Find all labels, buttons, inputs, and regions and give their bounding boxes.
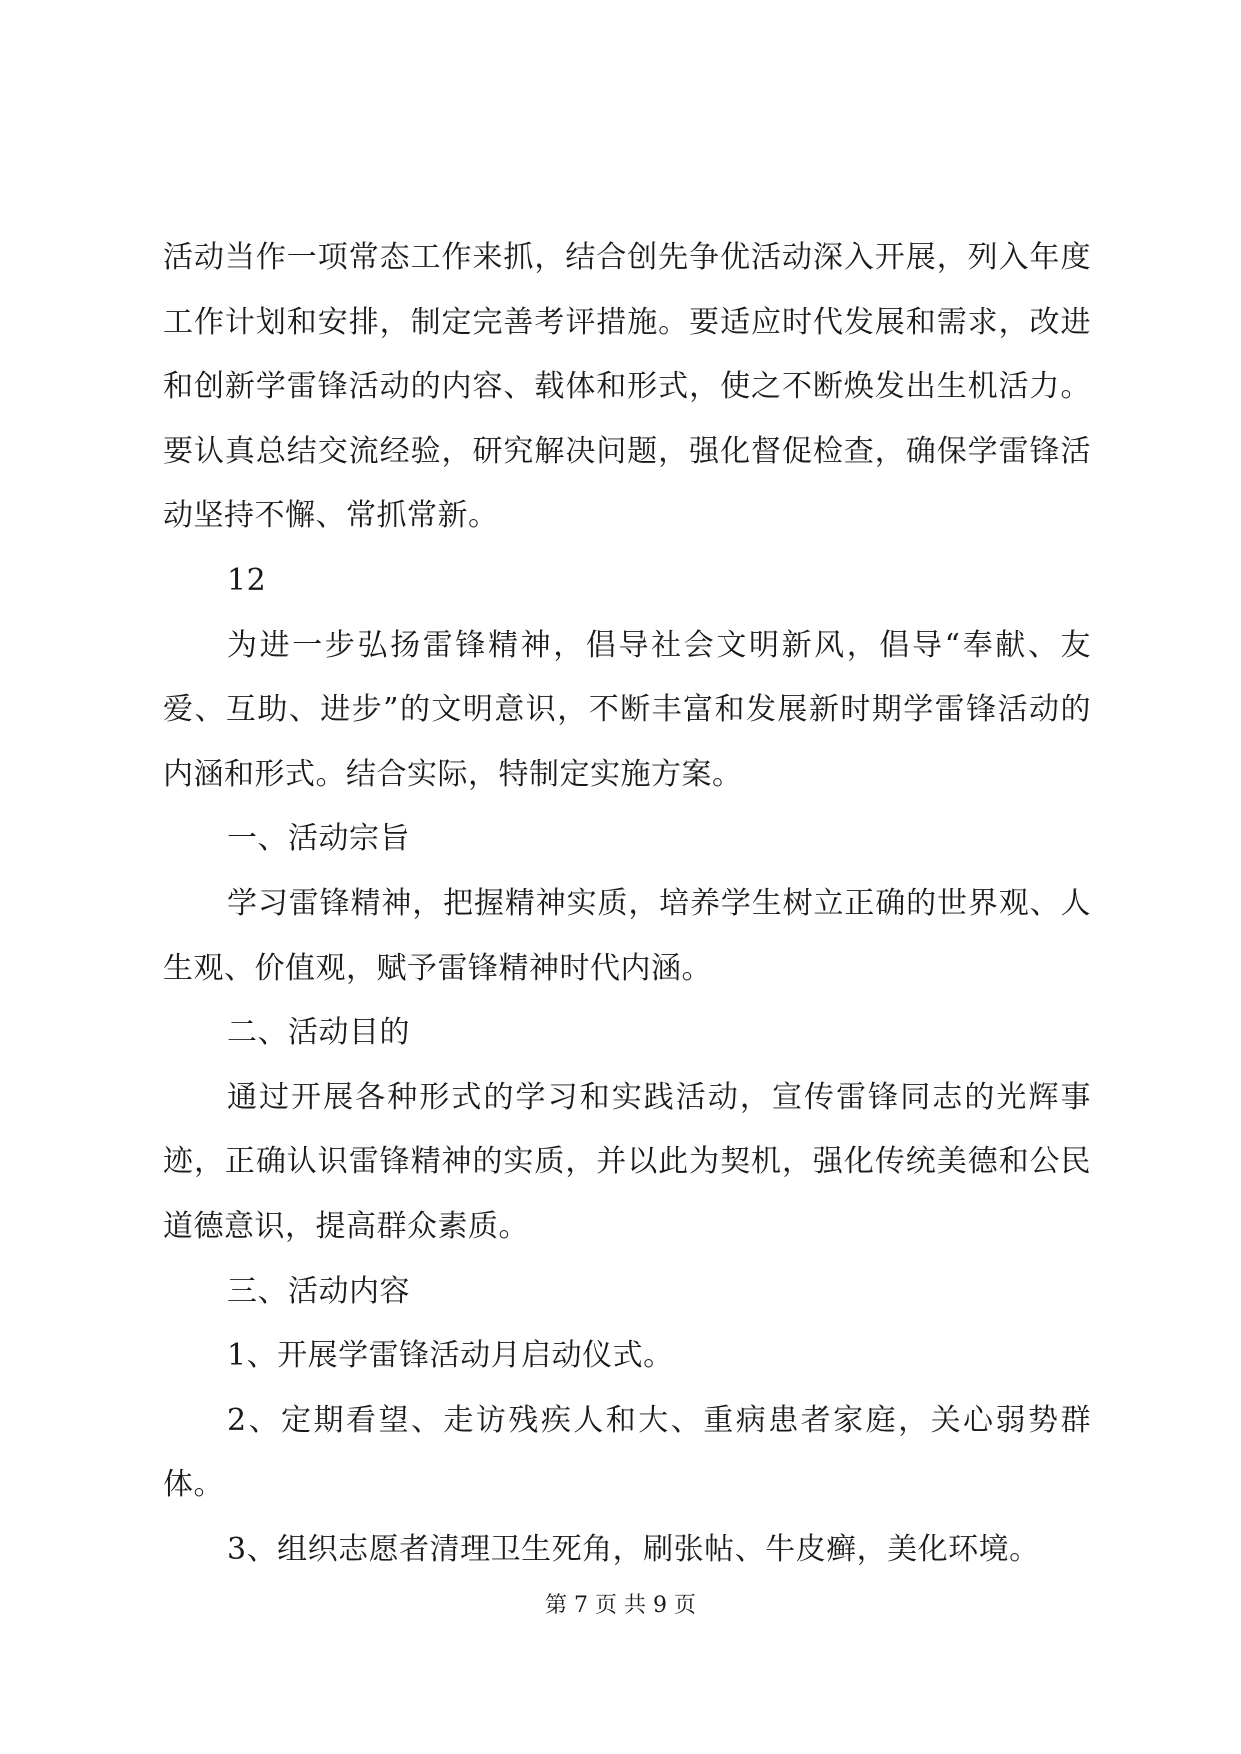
list-item: 2、定期看望、走访残疾人和大、重病患者家庭，关心弱势群体。 bbox=[163, 1402, 1091, 1503]
section-heading-purpose: 一、活动宗旨 bbox=[227, 821, 410, 857]
document-body bbox=[163, 226, 1091, 1582]
page-footer: 第 7 页 共 9 页 bbox=[545, 1593, 696, 1618]
section-heading-content: 三、活动内容 bbox=[227, 1273, 410, 1309]
paragraph-continuation: 活动当作一项常态工作来抓，结合创先争优活动深入开展，列入年度工作计划和安排，制定完善考评措施。要适应时代发展和需求，改进和创新学雷锋活动的内容、载体和形式，使之不断焕发出生机活力。要认真总结交流经验，研究解决问题，强化督促检查，确保学雷锋活动坚持不懈、常抓常新。 bbox=[163, 240, 1091, 534]
list-item: 3、组织志愿者清理卫生死角，刷张帖、牛皮癣，美化环境。 bbox=[227, 1531, 1040, 1567]
paragraph-purpose: 学习雷锋精神，把握精神实质，培养学生树立正确的世界观、人生观、价值观，赋予雷锋精神时代内涵。 bbox=[163, 885, 1091, 986]
paragraph-intro: 为进一步弘扬雷锋精神，倡导社会文明新风，倡导“奉献、友爱、互助、进步”的文明意识，不断丰富和发展新时期学雷锋活动的内涵和形式。结合实际，特制定实施方案。 bbox=[163, 627, 1091, 792]
list-item: 1、开展学雷锋活动月启动仪式。 bbox=[227, 1338, 674, 1374]
section-heading-goal: 二、活动目的 bbox=[227, 1015, 410, 1051]
paragraph-goal: 通过开展各种形式的学习和实践活动，宣传雷锋同志的光辉事迹，正确认识雷锋精神的实质，并以此为契机，强化传统美德和公民道德意识，提高群众素质。 bbox=[163, 1079, 1091, 1244]
paragraph-number: 12 bbox=[227, 562, 267, 598]
